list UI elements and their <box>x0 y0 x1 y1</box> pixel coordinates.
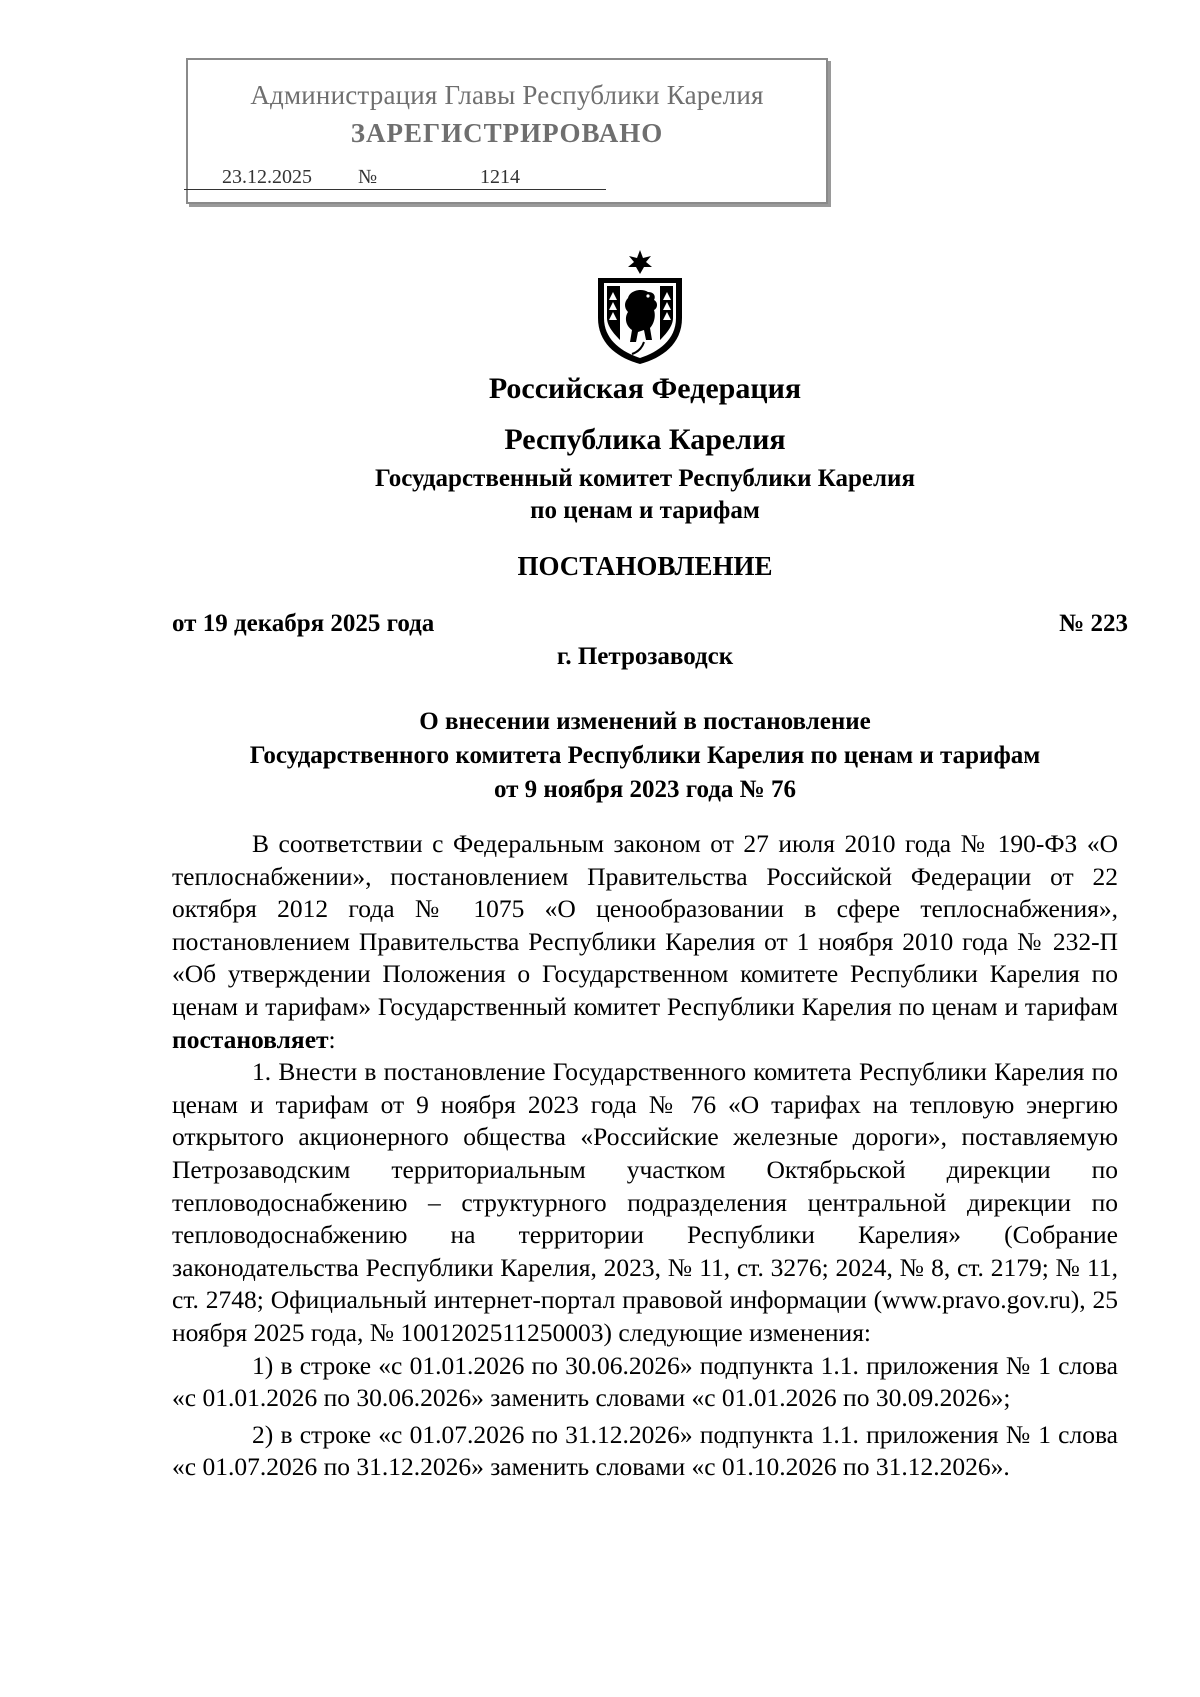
stamp-number: 1214 <box>480 166 520 188</box>
stamp-underline <box>184 189 606 190</box>
document-title-line1: О внесении изменений в постановление <box>419 708 871 735</box>
stamp-title: Администрация Главы Республики Карелия <box>250 80 764 110</box>
item-1-paragraph: 1. Внести в постановление Государственного комитета Республики Карелия по ценам и тарифам от 9 ноября 2023 года № 76 «О тарифах на тепловую энергию открытого акционерного общества «Российские железные дороги», поставляемую Петрозаводским территориальным участком Октябрьской дирекции по тепловодоснабжению – структурного подразделения центральной дирекции по тепловодоснабжению на территории Республики Карелия» (Собрание законодательства Республики Карелия, 2023, № 11, ст. 3276; 2024, № 8, ст. 2179; № 11, ст. 2748; Официальный интернет-портал правовой информации (www.pravo.gov.ru), 25 ноября 2025 года, № 1001202511250003) следующие изменения: <box>172 1057 1118 1347</box>
decision-word: постановляет <box>172 1024 329 1054</box>
stamp-date: 23.12.2025 <box>222 166 312 188</box>
decision-colon: : <box>328 1024 336 1054</box>
country-heading: Российская Федерация <box>488 372 802 405</box>
document-number: № 223 <box>1059 610 1128 637</box>
document-type: ПОСТАНОВЛЕНИЕ <box>517 551 773 581</box>
republic-heading: Республика Карелия <box>504 423 786 456</box>
coat-of-arms-karelia-icon <box>592 248 688 366</box>
document-title-line2: Государственного комитета Республики Карелия по ценам и тарифам <box>249 742 1041 769</box>
committee-heading-line1: Государственный комитет Республики Карелия <box>375 465 915 492</box>
committee-heading-line2: по ценам и тарифам <box>530 497 760 524</box>
document-date: от 19 декабря 2025 года <box>172 610 435 637</box>
preamble-text: В соответствии с Федеральным законом от 27 июля 2010 года № 190-ФЗ «О теплоснабжении», постановлением Правительства Российской Федерации от 22 октября 2012 года № 1075 «О ценообразовании в сфере теплоснабжения», постановлением Правительства Республики Карелия от 1 ноября 2010 года № 232-П «Об утверждении Положения о Государственном комитете Республики Карелия по ценам и тарифам» Государственный комитет Республики Карелия по ценам и тарифам <box>172 829 1118 1021</box>
subitem-1-paragraph: 1) в строке «с 01.01.2026 по 30.06.2026» подпункта 1.1. приложения № 1 слова «с 01.01.2026 по 30.06.2026» заменить словами «с 01.01.2026 по 30.09.2026»; <box>172 1350 1118 1413</box>
document-body <box>172 828 1118 1484</box>
stamp-number-label: № <box>358 166 378 188</box>
stamp-status: ЗАРЕГИСТРИРОВАНО <box>350 118 664 148</box>
registration-stamp <box>186 58 828 204</box>
document-city: г. Петрозаводск <box>556 643 734 670</box>
preamble-paragraph <box>172 828 1118 1056</box>
document-title-line3: от 9 ноября 2023 года № 76 <box>493 776 797 803</box>
subitem-2-paragraph: 2) в строке «с 01.07.2026 по 31.12.2026» подпункта 1.1. приложения № 1 слова «с 01.07.2026 по 31.12.2026» заменить словами «с 01.10.2026 по 31.12.2026». <box>172 1419 1118 1482</box>
